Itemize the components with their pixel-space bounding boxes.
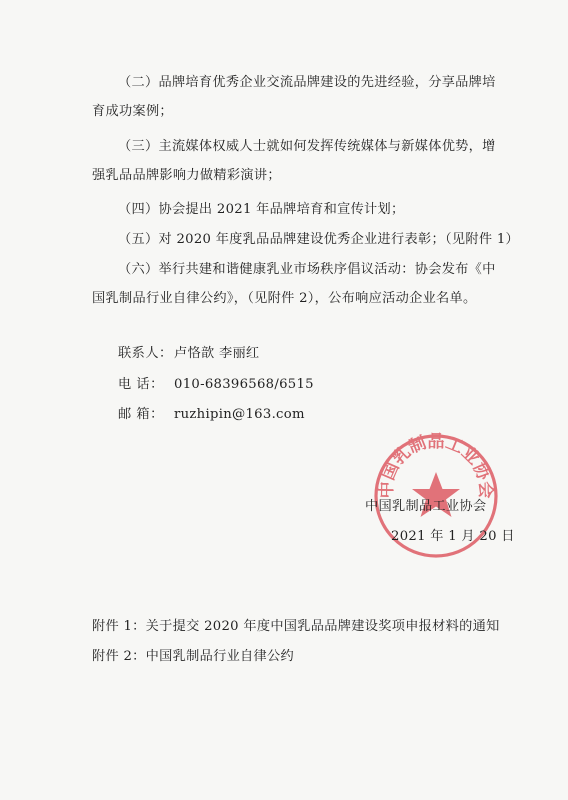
item-5: （五）对 2020 年度乳品品牌建设优秀企业进行表彰；（见附件 1） xyxy=(118,232,519,247)
email-label: 邮 箱： xyxy=(118,407,164,422)
signature-date: 2021 年 1 月 20 日 xyxy=(391,529,515,544)
signature-org: 中国乳制品工业协会 xyxy=(365,499,487,514)
phone-label: 电 话： xyxy=(118,377,164,392)
item-3-line-2: 强乳品品牌影响力做精彩演讲； xyxy=(92,168,281,183)
item-2-line-2: 育成功案例； xyxy=(92,104,173,119)
phone-value: 010-68396568/6515 xyxy=(174,377,314,392)
item-2-line-1: （二）品牌培育优秀企业交流品牌建设的先进经验，分享品牌培 xyxy=(118,75,496,90)
item-4: （四）协会提出 2021 年品牌培育和宣传计划； xyxy=(118,202,405,217)
attachment-1: 附件 1：关于提交 2020 年度中国乳品品牌建设奖项申报材料的通知 xyxy=(92,619,500,634)
contact-person-label: 联系人： xyxy=(118,346,173,361)
attachment-2: 附件 2：中国乳制品行业自律公约 xyxy=(92,649,295,664)
item-3-line-1: （三）主流媒体权威人士就如何发挥传统媒体与新媒体优势，增 xyxy=(118,139,496,154)
item-6-line-2: 国乳制品行业自律公约》，（见附件 2），公布响应活动企业名单。 xyxy=(92,291,477,306)
seal-text: 中国乳制品工业协会 xyxy=(376,432,496,499)
contact-person-value: 卢恪歆 李丽红 xyxy=(174,346,260,361)
item-6-line-1: （六）举行共建和谐健康乳业市场秩序倡议活动：协会发布《中 xyxy=(118,262,496,277)
email-value: ruzhipin@163.com xyxy=(174,407,305,422)
